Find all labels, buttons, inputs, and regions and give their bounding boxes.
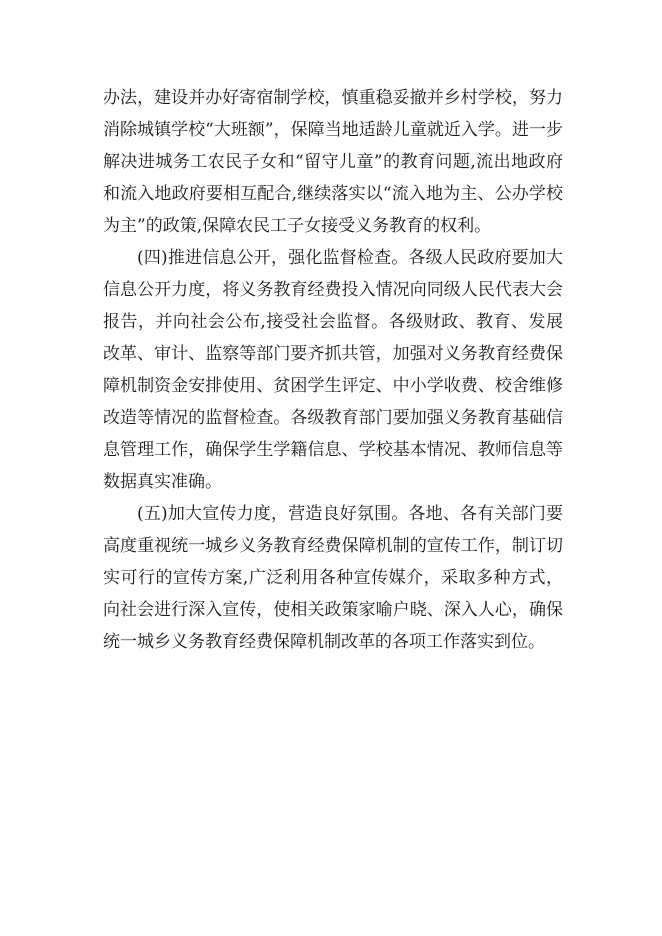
paragraph-continuation: 办法，建设并办好寄宿制学校，慎重稳妥撤并乡村学校，努力消除城镇学校“大班额”，保障当地适龄儿童就近入学。进一步解决进城务工农民子女和“留守儿童”的教育问题,流出地政府和流入地政府要相互配合,继续落实以“流入地为主、公办学校为主”的政策,保障农民工子女接受义务教育的权利。 xyxy=(103,88,563,236)
paragraph-section-4: (四)推进信息公开，强化监督检查。各级人民政府要加大信息公开力度，将义务教育经费投入情况向同级人民代表大会报告，并向社会公布,接受社会监督。各级财政、教育、发展改革、审计、监察等部门要齐抓共管，加强对义务教育经费保障机制资金安排使用、贫困学生评定、中小学收费、校舍维修改造等情况的监督检查。各级教育部门要加强义务教育基础信息管理工作，确保学生学籍信息、学校基本情况、教师信息等数据真实准确。 xyxy=(103,248,563,492)
document-body xyxy=(103,82,563,658)
paragraph-section-5: (五)加大宣传力度，营造良好氛围。各地、各有关部门要高度重视统一城乡义务教育经费保障机制的宣传工作，制订切实可行的宣传方案,广泛利用各种宣传媒介，采取多种方式，向社会进行深入宣传，使相关政策家喻户晓、深入人心，确保统一城乡义务教育经费保障机制改革的各项工作落实到位。 xyxy=(103,504,563,652)
